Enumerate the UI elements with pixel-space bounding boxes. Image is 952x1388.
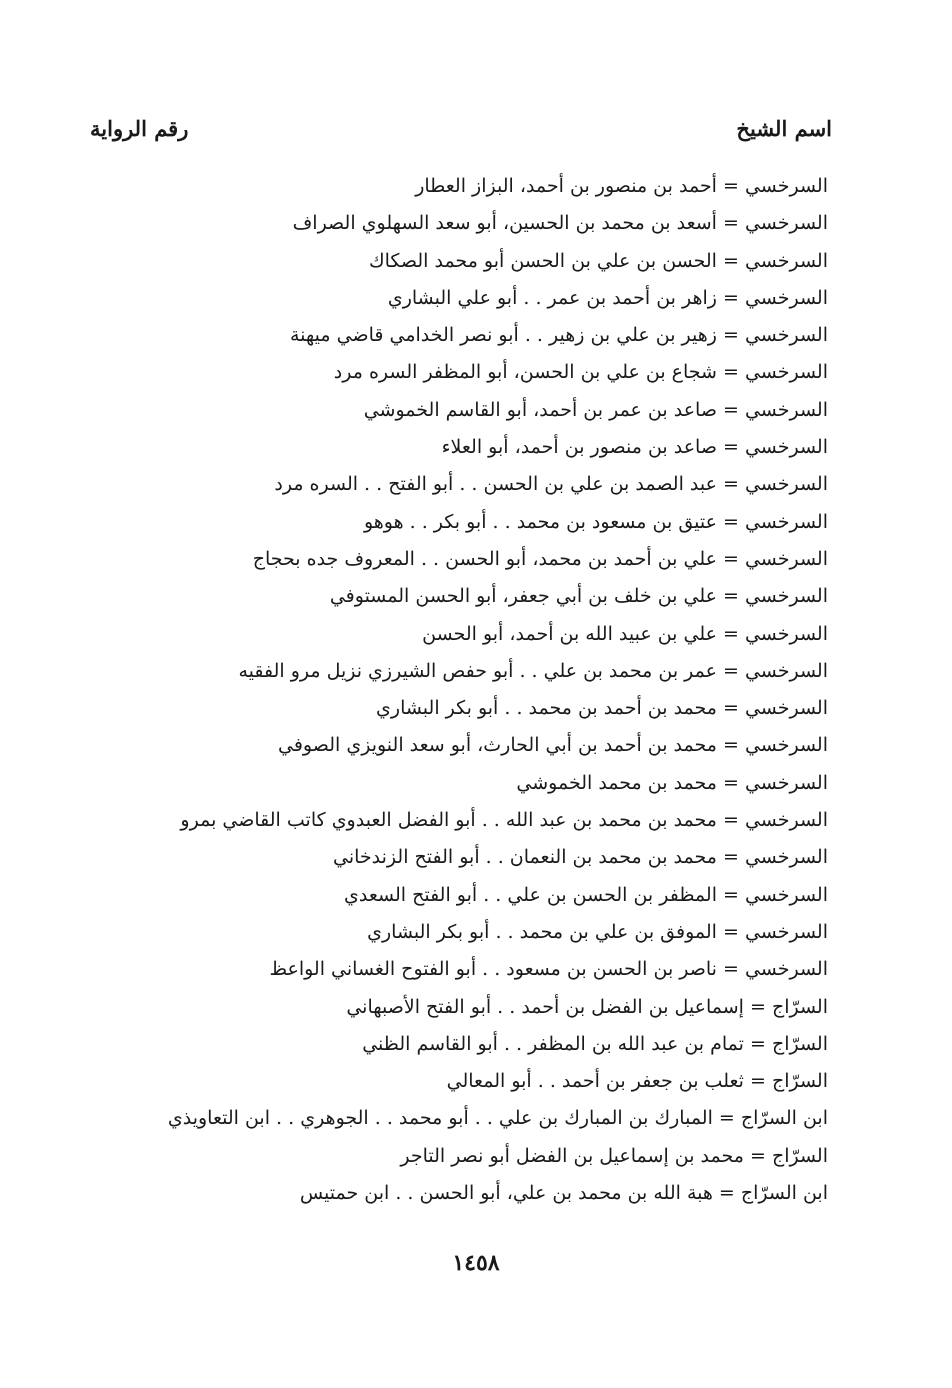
list-item: السرّاج = محمد بن إسماعيل بن الفضل أبو نصر التاجر: [400, 1144, 828, 1167]
page-number: ١٤٥٨: [452, 1250, 500, 1276]
list-item: السرخسي = عبد الصمد بن علي بن الحسن . . أبو الفتح . . السره مرد: [274, 473, 828, 496]
list-item: السرخسي = محمد بن محمد بن عبد الله . . أبو الفضل العبدوي كاتب القاضي بمرو: [180, 809, 828, 832]
list-item: السرخسي = عتيق بن مسعود بن محمد . . أبو بكر . . هوهو: [363, 510, 828, 533]
list-item: السرخسي = محمد بن محمد بن النعمان . . أبو الفتح الزندخاني: [333, 846, 828, 869]
narration-number-heading: رقم الرواية: [90, 116, 189, 141]
list-item: السرخسي = محمد بن أحمد بن محمد . . أبو بكر البشاري: [376, 697, 828, 720]
list-item: السرخسي = زهير بن علي بن زهير . . أبو نصر الخدامي قاضي ميهنة: [290, 324, 828, 347]
list-item: السرخسي = أحمد بن منصور بن أحمد، البزاز العطار: [415, 175, 828, 197]
list-item: السرخسي = محمد بن محمد الخموشي: [516, 771, 828, 794]
sheikh-name-heading: اسم الشيخ: [736, 116, 832, 141]
list-item: السرخسي = زاهر بن أحمد بن عمر . . أبو علي البشاري: [387, 286, 828, 309]
list-item: السرخسي = صاعد بن عمر بن أحمد، أبو القاسم الخموشي: [363, 398, 828, 421]
list-item: السرخسي = أسعد بن محمد بن الحسين، أبو سعد السهلوي الصراف: [292, 212, 828, 235]
list-item: السرخسي = محمد بن أحمد بن أبي الحارث، أبو سعد النويزي الصوفي: [278, 734, 828, 757]
list-item: السرّاج = تمام بن عبد الله بن المظفر . . أبو القاسم الظني: [362, 1032, 828, 1055]
list-item: السرخسي = صاعد بن منصور بن أحمد، أبو العلاء: [441, 436, 828, 459]
entry-list: [68, 168, 828, 1212]
column-header: [90, 116, 832, 148]
list-item: السرخسي = علي بن خلف بن أبي جعفر، أبو الحسن المستوفي: [329, 585, 828, 608]
list-item: السرخسي = علي بن عبيد الله بن أحمد، أبو الحسن: [422, 622, 828, 645]
list-item: السرخسي = شجاع بن علي بن الحسن، أبو المظفر السره مرد: [333, 361, 828, 384]
list-item: ابن السرّاج = المبارك بن المبارك بن علي . . أبو محمد . . الجوهري . . ابن التعاويذي: [167, 1107, 828, 1130]
list-item: السرخسي = المظفر بن الحسن بن علي . . أبو الفتح السعدي: [344, 883, 828, 906]
list-item: السرخسي = عمر بن محمد بن علي . . أبو حفص الشيرزي نزيل مرو الفقيه: [238, 659, 828, 682]
list-item: السرّاج = إسماعيل بن الفضل بن أحمد . . أبو الفتح الأصبهاني: [346, 995, 828, 1018]
list-item: السرخسي = الموفق بن علي بن محمد . . أبو بكر البشاري: [367, 920, 828, 943]
list-item: ابن السرّاج = هبة الله بن محمد بن علي، أبو الحسن . . ابن حمتيس: [299, 1182, 828, 1205]
list-item: السرّاج = ثعلب بن جعفر بن أحمد . . أبو المعالي: [446, 1070, 828, 1093]
list-item: السرخسي = علي بن أحمد بن محمد، أبو الحسن . . المعروف جده بحجاج: [252, 547, 828, 570]
list-item: السرخسي = ناصر بن الحسن بن مسعود . . أبو الفتوح الغساني الواعظ: [269, 958, 828, 981]
list-item: السرخسي = الحسن بن علي بن الحسن أبو محمد الصكاك: [368, 249, 828, 272]
